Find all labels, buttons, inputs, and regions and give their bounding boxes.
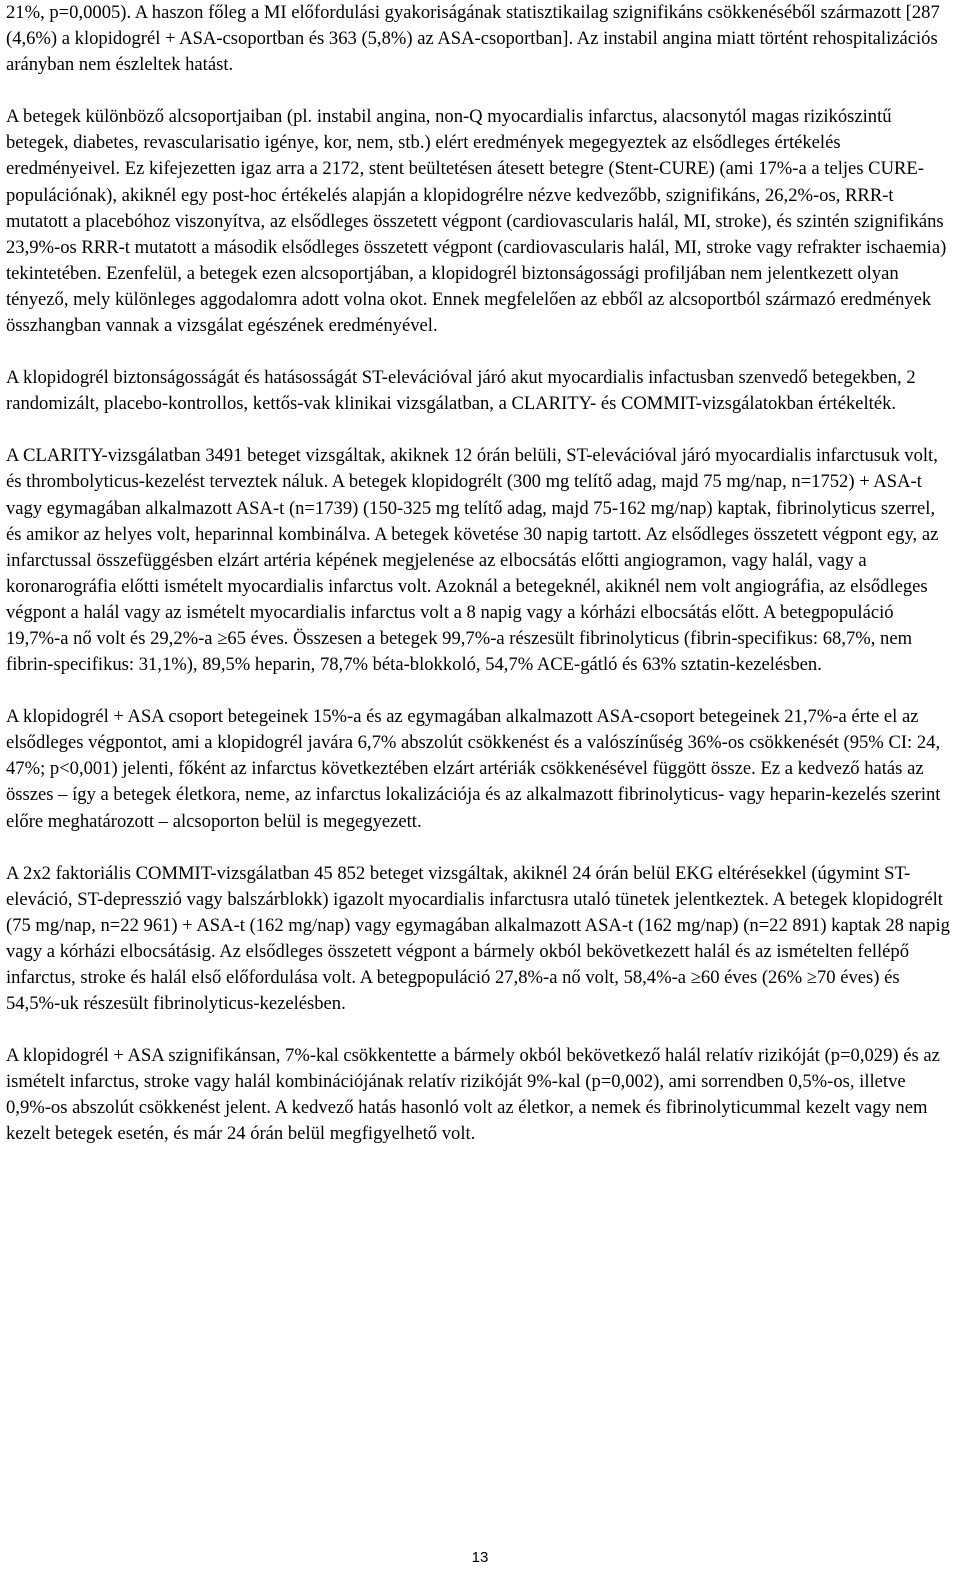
paragraph-clarity-results: A klopidogrél + ASA csoport betegeinek 15%-a és az egymagában alkalmazott ASA-csoport betegeinek 21,7%-a érte el az elsődleges végpontot, ami a klopidogrél javára 6,7% abszolút csökkenést és a valószínűség 36%-os csökkenését (95% CI: 24, 47%; p<0,001) jelenti, főként az infarctus következtében elzárt artériák csökkenésével függött össze. Ez a kedvező hatás az összes – így a betegek életkora, neme, az infarctus lokalizációja és az alkalmazott fibrinolyticus- vagy heparin-kezelés szerint előre meghatározott – alcsoporton belül is megegyezett. [6, 706, 941, 832]
document-page [6, 0, 952, 1148]
paragraph-commit-results: A klopidogrél + ASA szignifikánsan, 7%-kal csökkentette a bármely okból bekövetkező halál relatív rizikóját (p=0,029) és az ismételt infarctus, stroke vagy halál kombinációjának relatív rizikóját 9%-kal (p=0,002), ami sorrendben 0,5%-os, illetve 0,9%-os abszolút csökkenést jelent. A kedvező hatás hasonló volt az életkor, a nemek és fibrinolyticummal kezelt vagy nem kezelt betegek esetén, és már 24 órán belül megfigyelhető volt. [6, 1045, 940, 1145]
paragraph-subgroups: A betegek különböző alcsoportjaiban (pl. instabil angina, non-Q myocardialis infarctus, alacsonytól magas rizikószintű betegek, diabetes, revascularisatio igénye, kor, nem, stb.) elért eredmények megegyeztek az elsődleges értékelés eredményeivel. Ez kifejezetten igaz arra a 2172, stent beültetésen átesett betegre (Stent-CURE) (ami 17%-a a teljes CURE-populációnak), akiknél egy post-hoc értékelés alapján a klopidogrélre nézve kedvezőbb, szignifikáns, 26,2%-os, RRR-t mutatott a placebóhoz viszonyítva, az elsődleges összetett végpont (cardiovascularis halál, MI, stroke), és szintén szignifikáns 23,9%-os RRR-t mutatott a második elsődleges összetett végpont (cardiovascularis halál, MI, stroke vagy refrakter ischaemia) tekintetében. Ezenfelül, a betegek ezen alcsoportjában, a klopidogrél biztonságossági profiljában nem jelentkezett olyan tényező, mely különleges aggodalomra adott volna okot. Ennek megfelelően az ebből az alcsoportból származó eredmények összhangban vannak a vizsgálat egészének eredményével. [6, 106, 947, 337]
paragraph-spacer [6, 78, 952, 104]
paragraph-spacer [6, 1017, 952, 1043]
paragraph-results-summary: 21%, p=0,0005). A haszon főleg a MI előfordulási gyakoriságának statisztikailag szignifikáns csökkenéséből származott [287 (4,6%) a klopidogrél + ASA-csoportban és 363 (5,8%) az ASA-csoportban]. Az instabil angina miatt történt rehospitalizációs arányban nem észleltek hatást. [6, 2, 940, 76]
paragraph-clarity-design: A CLARITY-vizsgálatban 3491 beteget vizsgáltak, akiknek 12 órán belüli, ST-elevációval járó myocardialis infarctusuk volt, és thrombolyticus-kezelést terveztek náluk. A betegek klopidogrélt (300 mg telítő adag, majd 75 mg/nap, n=1752) + ASA-t vagy egymagában alkalmazott ASA-t (n=1739) (150-325 mg telítő adag, majd 75-162 mg/nap) kaptak, fibrinolyticus szerrel, és amikor az helyes volt, heparinnal kombinálva. A betegek követése 30 napig tartott. Az elsődleges összetett végpont egy, az infarctussal összefüggésben elzárt artéria képének megjelenése az elbocsátás előtti angiogramon, vagy halál, vagy a koronarográfia előtti ismételt myocardialis infarctus volt. Azoknál a betegeknél, akiknél nem volt angiográfia, az elsődleges végpont a halál vagy az ismételt myocardialis infarctus volt a 8 napig vagy a kórházi elbocsátás előtt. A betegpopuláció 19,7%-a nő volt és 29,2%-a ≥65 éves. Összesen a betegek 99,7%-a részesült fibrinolyticus (fibrin-specifikus: 68,7%, nem fibrin-specifikus: 31,1%), 89,5% heparin, 78,7% béta-blokkoló, 54,7% ACE-gátló és 63% sztatin-kezelésben. [6, 445, 939, 676]
paragraph-commit-design: A 2x2 faktoriális COMMIT-vizsgálatban 45 852 beteget vizsgáltak, akiknél 24 órán belül EKG eltérésekkel (úgymint ST-eleváció, ST-depresszió vagy balszárblokk) igazolt myocardialis infarctusra utaló tünetek jelentkeztek. A betegek klopidogrélt (75 mg/nap, n=22 961) + ASA-t (162 mg/nap) vagy egymagában alkalmazott ASA-t (162 mg/nap) (n=22 891) kaptak 28 napig vagy a kórházi elbocsátásig. Az elsődleges összetett végpont a bármely okból bekövetkezett halál és az ismételten fellépő infarctus, stroke és halál első előfordulása volt. A betegpopuláció 27,8%-a nő volt, 58,4%-a ≥60 éves (26% ≥70 éves) és 54,5%-uk részesült fibrinolyticus-kezelésben. [6, 862, 950, 1015]
paragraph-spacer [6, 417, 952, 443]
paragraph-stemi-intro: A klopidogrél biztonságosságát és hatásosságát ST-elevációval járó akut myocardialis infactusban szenvedő betegekben, 2 randomizált, placebo-kontrollos, kettős-vak klinikai vizsgálatban, a CLARITY- és COMMIT-vizsgálatokban értékelték. [6, 367, 916, 415]
page-number: 13 [471, 1549, 489, 1566]
paragraph-spacer [6, 835, 952, 861]
paragraph-spacer [6, 678, 952, 704]
paragraph-spacer [6, 339, 952, 365]
